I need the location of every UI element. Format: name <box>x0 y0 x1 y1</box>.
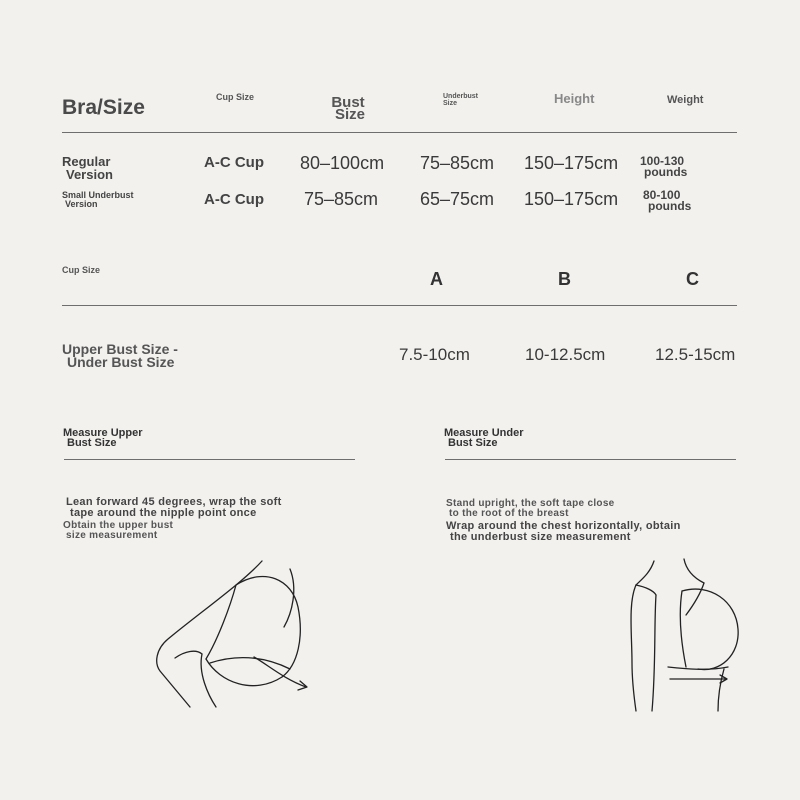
measure-under-step2-line1: Wrap around the chest horizontally, obtain <box>446 520 681 532</box>
row-regular-label-line1: Regular <box>62 154 111 169</box>
cup-table-header: Cup Size <box>62 265 101 275</box>
bust-difference-label-line1: Upper Bust Size - <box>62 341 178 357</box>
cup-table-divider <box>62 305 737 306</box>
underbust-figure-illustration <box>620 555 750 715</box>
row-small-underbust-label-line1: Small Underbust <box>62 190 134 200</box>
bust-difference-label <box>62 343 178 369</box>
measure-under-step2-line2: the underbust size measurement <box>450 531 631 543</box>
row-small-underbust-weight-line1: 80-100 <box>643 188 681 202</box>
measure-under-title <box>444 428 523 448</box>
measure-upper-step2-line2: size measurement <box>66 530 158 541</box>
measure-upper-title <box>63 428 142 448</box>
row-regular-height: 150–175cm <box>524 153 619 173</box>
header-height: Height <box>554 91 595 106</box>
row-regular-bust: 80–100cm <box>300 153 385 173</box>
row-regular-label-line2: Version <box>66 167 113 182</box>
measure-upper-step1-line1: Lean forward 45 degrees, wrap the soft <box>66 496 282 508</box>
upper-bust-figure-illustration <box>150 555 350 715</box>
row-regular-weight <box>640 156 687 178</box>
size-table-header-divider <box>62 132 737 133</box>
header-cup-size: Cup Size <box>216 92 255 102</box>
measure-upper-title-line2: Bust Size <box>67 437 117 449</box>
row-small-underbust-label <box>62 191 134 209</box>
cup-c-label: C <box>686 269 699 289</box>
header-underbust-size <box>443 93 478 107</box>
row-small-underbust-bust: 75–85cm <box>304 189 379 209</box>
cup-c-value: 12.5-15cm <box>655 345 736 364</box>
measure-upper-step1 <box>66 497 282 519</box>
row-small-underbust-cup: A-C Cup <box>204 191 264 208</box>
measure-under-title-line1: Measure Under <box>444 427 524 439</box>
measure-under-step1-line2: to the root of the breast <box>449 508 569 519</box>
measure-under-step1 <box>446 499 615 519</box>
row-small-underbust-height: 150–175cm <box>524 189 619 209</box>
row-regular-label <box>62 155 113 181</box>
row-small-underbust-underbust: 65–75cm <box>420 189 495 209</box>
cup-a-label: A <box>430 269 443 289</box>
measure-under-divider <box>445 459 736 460</box>
row-small-underbust-weight <box>643 190 691 212</box>
header-underbust-line2: Size <box>443 100 458 107</box>
row-regular-underbust: 75–85cm <box>420 153 495 173</box>
measure-upper-title-line1: Measure Upper <box>63 427 143 439</box>
row-small-underbust-label-line2: Version <box>65 199 98 209</box>
header-weight: Weight <box>667 94 704 106</box>
row-regular-cup: A-C Cup <box>204 154 264 171</box>
measure-under-step1-line1: Stand upright, the soft tape close <box>446 498 615 509</box>
bust-difference-label-line2: Under Bust Size <box>67 354 175 370</box>
header-underbust-line1: Underbust <box>443 93 478 100</box>
measure-under-step2 <box>446 521 681 543</box>
measure-upper-step1-line2: tape around the nipple point once <box>70 507 257 519</box>
measure-upper-step2 <box>63 521 173 541</box>
cup-b-label: B <box>558 269 571 289</box>
header-bust-size <box>331 94 366 123</box>
header-bust-size-line1: Bust <box>331 94 365 111</box>
cup-a-value: 7.5-10cm <box>399 345 470 364</box>
row-small-underbust-weight-line2: pounds <box>648 199 692 213</box>
measure-upper-divider <box>64 459 355 460</box>
measure-upper-step2-line1: Obtain the upper bust <box>63 520 174 531</box>
header-bust-size-line2: Size <box>335 106 366 123</box>
size-table-title: Bra/Size <box>62 96 145 119</box>
row-regular-weight-line2: pounds <box>644 165 688 179</box>
measure-under-title-line2: Bust Size <box>448 437 498 449</box>
cup-b-value: 10-12.5cm <box>525 345 606 364</box>
row-regular-weight-line1: 100-130 <box>640 154 685 168</box>
